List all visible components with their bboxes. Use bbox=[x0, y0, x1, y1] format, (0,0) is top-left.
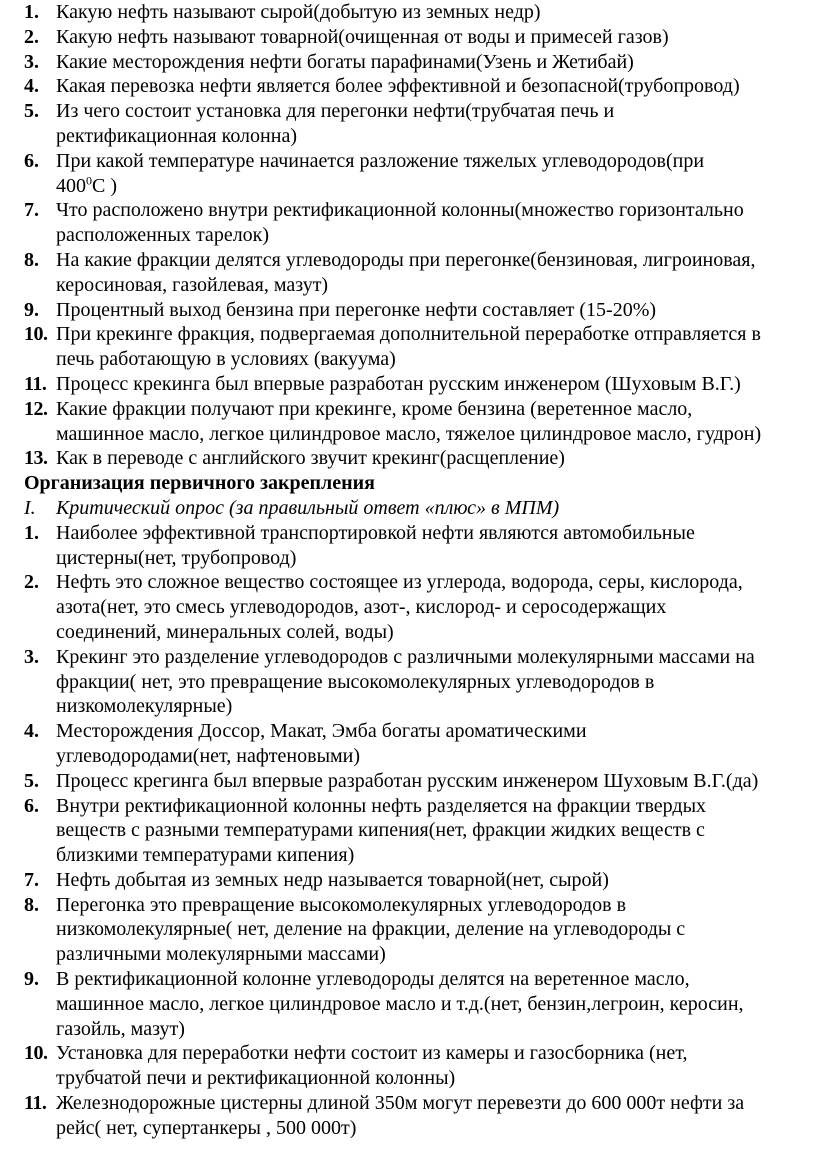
item-text: Что расположено внутри ректификационной колонны(множество горизонтально расположенных тарелок) bbox=[56, 199, 744, 247]
item-text: В ректификационной колонне углеводороды делятся на веретенное масло, машинное масло, легкое цилиндровое масло и т.д.(нет, бензин,легроин, керосин, газойль, мазут) bbox=[56, 968, 744, 1040]
statement-list bbox=[0, 521, 816, 1141]
list-item bbox=[0, 893, 816, 967]
list-item bbox=[0, 25, 816, 50]
degree-superscript: 0 bbox=[86, 172, 92, 187]
item-text: Наиболее эффективной транспортировкой нефти являются автомобильные цистерны(нет, трубопровод) bbox=[56, 521, 695, 569]
list-item bbox=[0, 50, 816, 75]
item-number: 9. bbox=[24, 298, 39, 321]
item-number: 8. bbox=[24, 248, 39, 271]
list-item bbox=[0, 967, 816, 1041]
item-number: 2. bbox=[24, 25, 39, 48]
item-number: 5. bbox=[24, 769, 39, 792]
item-number: 1. bbox=[24, 521, 39, 544]
subsection-number: I. bbox=[24, 496, 36, 519]
item-text-main: При какой температуре начинается разложение тяжелых углеводородов(при 400 bbox=[56, 149, 705, 197]
list-item bbox=[0, 769, 816, 794]
subsection-heading bbox=[0, 496, 816, 521]
item-text bbox=[56, 149, 816, 199]
item-text: Какие месторождения нефти богаты парафинами(Узень и Жетибай) bbox=[56, 50, 634, 73]
item-text: Внутри ректификационной колонны нефть разделяется на фракции твердых веществ с разными температурами кипения(нет, фракции жидких веществ с близкими температурами кипения) bbox=[56, 794, 706, 867]
item-text: Как в переводе с английского звучит крекинг(расщепление) bbox=[56, 447, 565, 470]
item-number: 13. bbox=[24, 447, 48, 470]
item-number: 3. bbox=[24, 50, 39, 73]
item-number: 1. bbox=[24, 1, 39, 23]
item-text: На какие фракции делятся углеводороды при перегонке(бензиновая, лигроиновая, керосиновая, газойлевая, мазут) bbox=[56, 248, 756, 296]
item-number: 6. bbox=[24, 794, 39, 817]
item-text: Перегонка это превращение высокомолекулярных углеводородов в низкомолекулярные( нет, деление на фракции, деление на углеводороды с различными молекулярными массами) bbox=[56, 893, 686, 966]
item-number: 3. bbox=[24, 645, 39, 668]
item-number: 6. bbox=[24, 149, 39, 172]
item-number: 7. bbox=[24, 199, 39, 222]
question-list bbox=[0, 0, 816, 471]
item-text: Какую нефть называют товарной(очищенная от воды и примесей газов) bbox=[56, 25, 669, 48]
list-item bbox=[0, 198, 816, 248]
item-text: Какую нефть называют сырой(добытую из земных недр) bbox=[56, 1, 541, 23]
item-text: Железнодорожные цистерны длиной 350м могут перевезти до 600 000т нефти за рейс( нет, супертанкеры , 500 000т) bbox=[56, 1092, 745, 1139]
list-item bbox=[0, 570, 816, 644]
list-item bbox=[0, 719, 816, 769]
item-number: 11. bbox=[24, 372, 47, 395]
item-number: 7. bbox=[24, 868, 39, 891]
item-text: Какие фракции получают при крекинге, кроме бензина (веретенное масло, машинное масло, легкое цилиндровое масло, тяжелое цилиндровое масло, гудрон) bbox=[56, 397, 762, 445]
item-number: 10. bbox=[24, 323, 48, 346]
item-text: Из чего состоит установка для перегонки нефти(трубчатая печь и ректификационная колонна) bbox=[56, 100, 615, 147]
item-number: 4. bbox=[24, 75, 39, 98]
item-number: 4. bbox=[24, 720, 39, 743]
list-item bbox=[0, 149, 816, 199]
item-text: Нефть это сложное вещество состоящее из углерода, водорода, серы, кислорода, азота(нет, это смесь углеводородов, азот-, кислород- и серосодержащих соединений, минеральных солей, воды) bbox=[56, 571, 743, 643]
item-number: 5. bbox=[24, 100, 39, 123]
item-number: 8. bbox=[24, 893, 39, 916]
subsection-text: Критический опрос (за правильный ответ «плюс» в МПМ) bbox=[56, 496, 560, 519]
list-item bbox=[0, 372, 816, 397]
list-item bbox=[0, 248, 816, 298]
item-text: Процесс крекинга был впервые разработан русским инженером (Шуховым В.Г.) bbox=[56, 372, 741, 395]
item-number: 11. bbox=[24, 1092, 47, 1115]
list-item bbox=[0, 74, 816, 99]
item-text-tail: С ) bbox=[92, 174, 117, 197]
section-heading: Организация первичного закрепления bbox=[24, 472, 375, 495]
list-item bbox=[0, 446, 816, 471]
list-item bbox=[0, 99, 816, 149]
item-text: Установка для переработки нефти состоит из камеры и газосборника (нет, трубчатой печи и ректификационной колонны) bbox=[56, 1042, 688, 1090]
list-item bbox=[0, 397, 816, 447]
item-text: Месторождения Доссор, Макат, Эмба богаты ароматическими углеводородами(нет, нафтеновыми) bbox=[56, 720, 587, 767]
list-item bbox=[0, 521, 816, 571]
list-item bbox=[0, 645, 816, 719]
item-number: 10. bbox=[24, 1042, 48, 1065]
item-text: Крекинг это разделение углеводородов с различными молекулярными массами на фракции( нет, это превращение высокомолекулярных углеводородов в низкомолекулярные) bbox=[56, 645, 755, 718]
list-item bbox=[0, 322, 816, 372]
list-item bbox=[0, 0, 816, 25]
item-number: 9. bbox=[24, 968, 39, 991]
list-item bbox=[0, 1091, 816, 1141]
list-item bbox=[0, 868, 816, 893]
item-text: При крекинге фракция, подвергаемая дополнительной переработке отправляется в печь работающую в условиях (вакуума) bbox=[56, 323, 761, 371]
item-text: Процесс крегинга был впервые разработан русским инженером Шуховым В.Г.(да) bbox=[56, 769, 759, 792]
list-item bbox=[0, 298, 816, 323]
item-text: Какая перевозка нефти является более эффективной и безопасной(трубопровод) bbox=[56, 75, 740, 98]
item-text: Нефть добытая из земных недр называется товарной(нет, сырой) bbox=[56, 868, 609, 891]
item-number: 12. bbox=[24, 397, 48, 420]
item-number: 2. bbox=[24, 571, 39, 594]
list-item bbox=[0, 794, 816, 868]
list-item bbox=[0, 1041, 816, 1091]
item-text: Процентный выход бензина при перегонке нефти составляет (15-20%) bbox=[56, 298, 657, 321]
